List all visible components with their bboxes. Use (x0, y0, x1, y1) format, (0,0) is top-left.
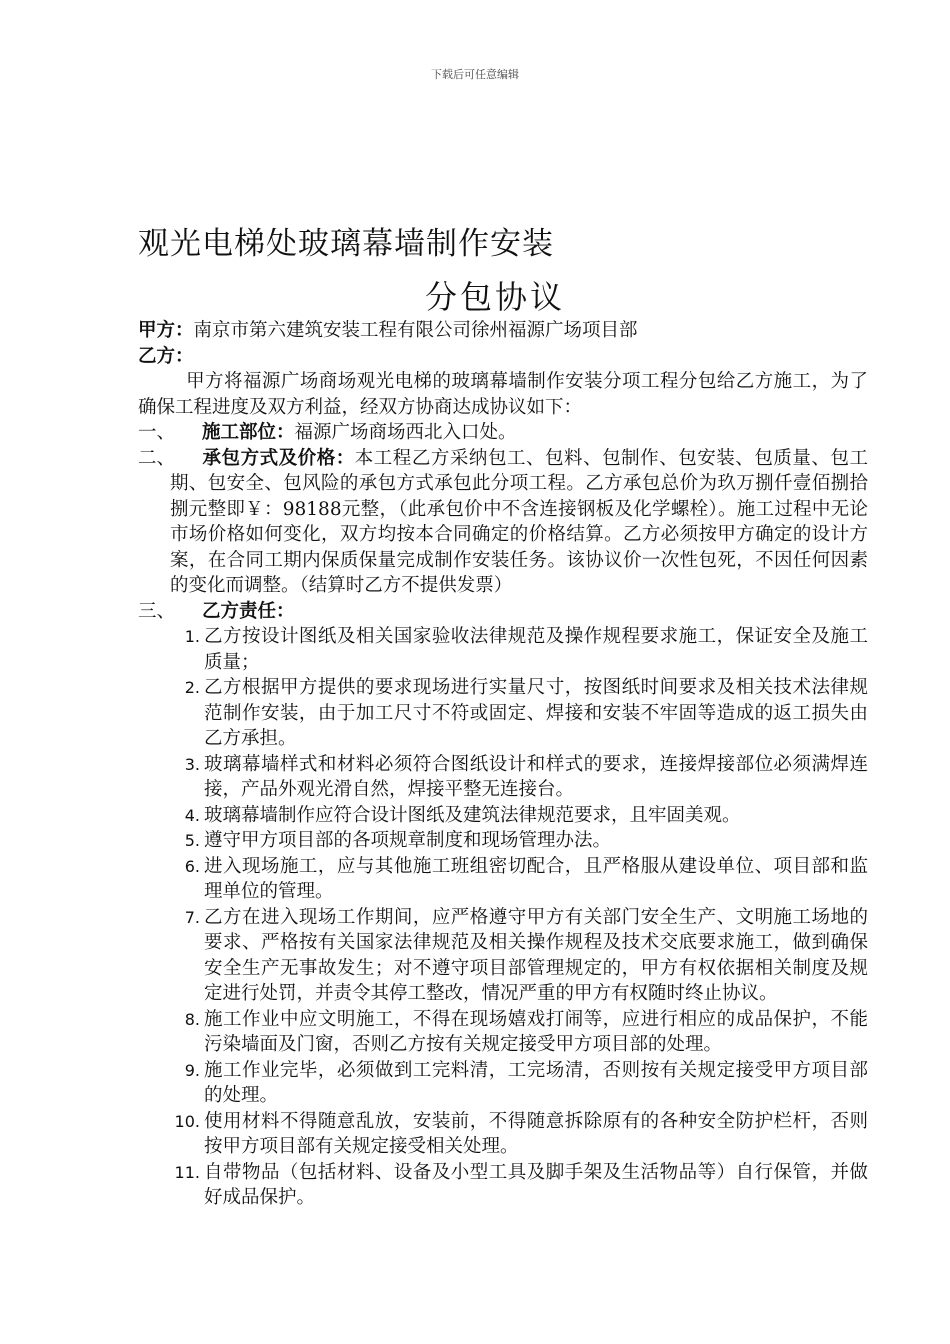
section-number: 三、 (138, 600, 176, 622)
section-3 (138, 599, 868, 625)
party-a-value: 南京市第六建筑安装工程有限公司徐州福源广场项目部 (193, 320, 638, 341)
list-item (138, 854, 868, 905)
item-number: 5. (184, 831, 200, 850)
section-number: 一、 (138, 422, 176, 443)
list-item (138, 803, 868, 829)
item-number: 7. (184, 907, 200, 927)
list-item (138, 752, 868, 803)
list-item (138, 905, 868, 1007)
section-heading: 承包方式及价格： (202, 447, 355, 469)
document-title-line2: 分包协议 (424, 278, 565, 316)
list-item (138, 624, 868, 675)
party-b-line (138, 344, 868, 370)
item-number: 3. (184, 754, 200, 774)
item-text: 施工作业中应文明施工，不得在现场嬉戏打闹等，应进行相应的成品保护，不能污染墙面及门窗，否则乙方按有关规定接受甲方项目部的处理。 (204, 1008, 868, 1055)
party-b-label: 乙方： (138, 345, 194, 367)
intro-paragraph: 甲方将福源广场商场观光电梯的玻璃幕墙制作安装分项工程分包给乙方施工，为了确保工程进度及双方利益，经双方协商达成协议如下： (138, 371, 868, 418)
section-number: 二、 (138, 447, 176, 469)
list-item (138, 1007, 868, 1058)
document-title-line1: 观光电梯处玻璃幕墙制作安装 (138, 226, 554, 262)
item-text: 遵守甲方项目部的各项规章制度和现场管理办法。 (204, 830, 612, 851)
item-number: 6. (184, 856, 200, 876)
item-text: 玻璃幕墙样式和材料必须符合图纸设计和样式的要求，连接焊接部位必须满焊连接，产品外观光滑自然，焊接平整无连接台。 (204, 753, 868, 800)
item-number: 8. (184, 1009, 200, 1029)
agreement-body (138, 318, 868, 1211)
list-item (138, 675, 868, 752)
party-a-line (138, 318, 868, 344)
list-item (138, 828, 868, 854)
item-number: 1. (184, 627, 200, 646)
item-text: 进入现场施工，应与其他施工班组密切配合，且严格服从建设单位、项目部和监理单位的管理。 (204, 855, 868, 902)
section-text: 福源广场商场西北入口处。 (294, 422, 517, 443)
responsibilities-list (138, 624, 868, 1211)
item-number: 11. (174, 1162, 200, 1182)
party-a-label: 甲方： (138, 320, 194, 341)
list-item (138, 1109, 868, 1160)
list-item (138, 1058, 868, 1109)
list-item (138, 1160, 868, 1211)
header-note: 下载后可任意编辑 (431, 68, 519, 81)
section-text: 本工程乙方采纳包工、包料、包制作、包安装、包质量、包工期、包安全、包风险的承包方式承包此分项工程。乙方承包总价为玖万捌仟壹佰捌拾捌元整即￥：98188元整，（此承包价中不含连接钢板及化学螺栓）。施工过程中无论市场价格如何变化，双方均按本合同确定的价格结算。乙方必须按甲方确定的设计方案，在合同工期内保质保量完成制作安装任务。该协议价一次性包死，不因任何因素的变化而调整。（结算时乙方不提供发票） (170, 447, 868, 596)
item-text: 乙方在进入现场工作期间，应严格遵守甲方有关部门安全生产、文明施工场地的要求、严格按有关国家法律规范及相关操作规程及技术交底要求施工，做到确保安全生产无事故发生；对不遵守项目部管理规定的，甲方有权依据相关制度及规定进行处罚，并责令其停工整改，情况严重的甲方有权随时终止协议。 (204, 906, 868, 1004)
item-text: 乙方按设计图纸及相关国家验收法律规范及操作规程要求施工，保证安全及施工质量； (204, 626, 868, 673)
section-heading: 乙方责任： (202, 600, 295, 622)
item-text: 自带物品（包括材料、设备及小型工具及脚手架及生活物品等）自行保管，并做好成品保护。 (204, 1161, 868, 1208)
item-number: 9. (184, 1060, 200, 1080)
item-text: 玻璃幕墙制作应符合设计图纸及建筑法律规范要求，且牢固美观。 (204, 804, 741, 826)
section-heading: 施工部位： (202, 422, 295, 443)
item-number: 2. (184, 678, 200, 697)
item-text: 使用材料不得随意乱放，安装前，不得随意拆除原有的各种安全防护栏杆，否则按甲方项目部有关规定接受相关处理。 (204, 1110, 868, 1157)
item-text: 施工作业完毕，必须做到工完料清，工完场清，否则按有关规定接受甲方项目部的处理。 (204, 1059, 868, 1106)
item-number: 4. (184, 805, 200, 825)
item-text: 乙方根据甲方提供的要求现场进行实量尺寸，按图纸时间要求及相关技术法律规范制作安装，由于加工尺寸不符或固定、焊接和安装不牢固等造成的返工损失由乙方承担。 (204, 677, 868, 749)
item-number: 10. (174, 1111, 200, 1131)
section-1 (138, 420, 868, 446)
section-2 (138, 446, 868, 599)
